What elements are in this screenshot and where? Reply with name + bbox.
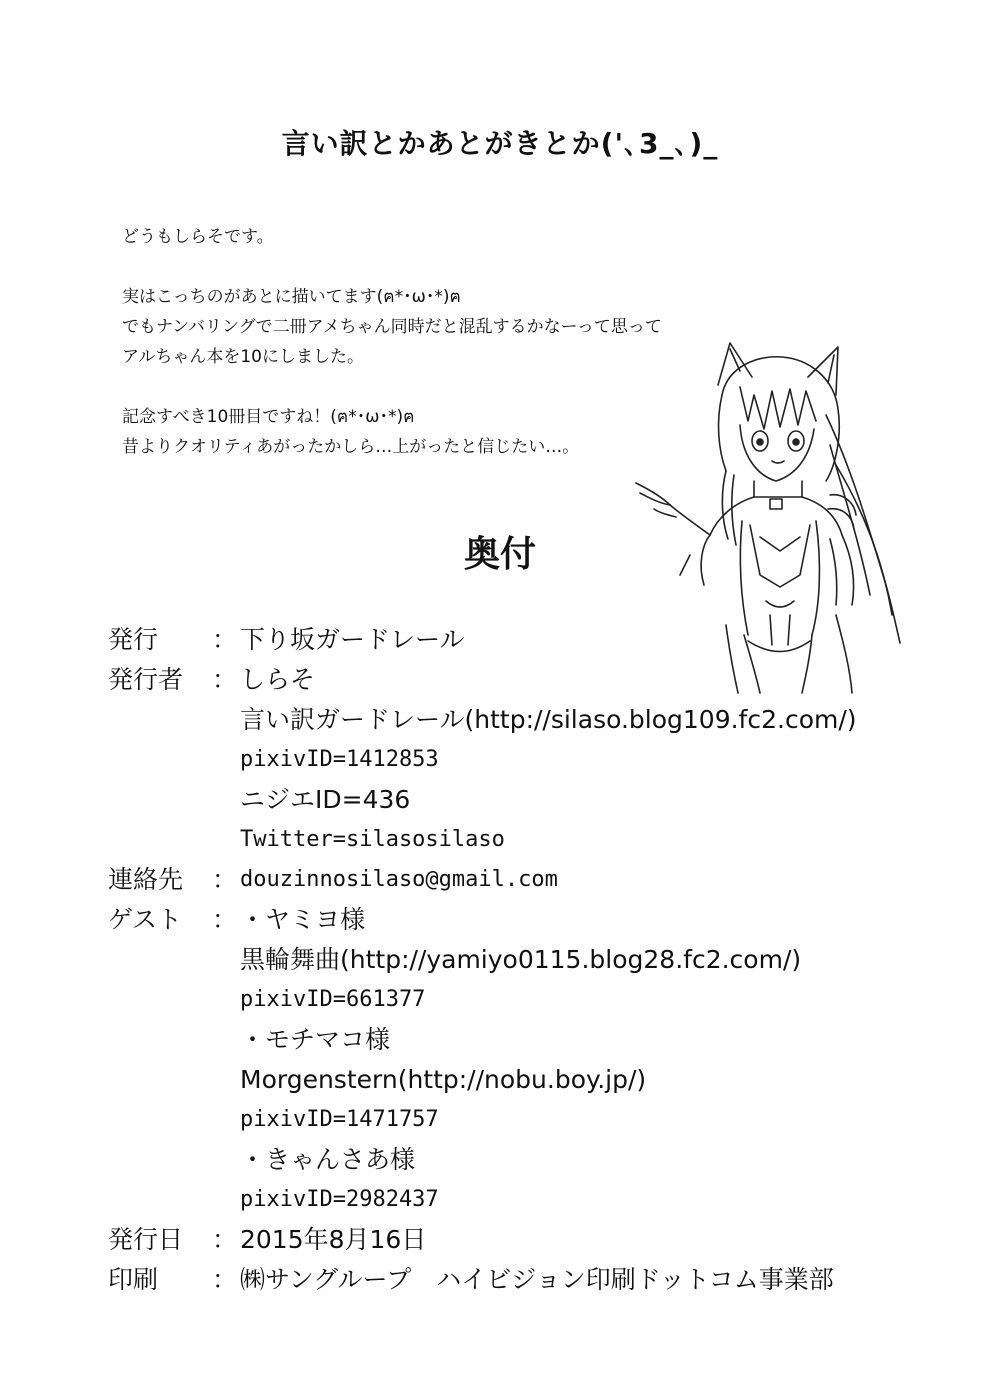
author-twitter-row xyxy=(108,820,968,860)
guest2-site-row xyxy=(108,1060,968,1100)
afterword-line: アルちゃん本を10にしました。 xyxy=(122,347,364,367)
guest1-pixiv: pixivID=661377 xyxy=(240,987,426,1012)
colophon-table xyxy=(108,620,968,1300)
afterword-line: 実はこっちのがあとに描いてます(ฅ*･ω･*)ฅ xyxy=(122,287,461,307)
publish-date: 2015年8月16日 xyxy=(240,1225,427,1254)
date-label: 発行日 xyxy=(108,1225,184,1254)
colophon-title: 奥付 xyxy=(463,534,536,575)
guest1-site-row xyxy=(108,940,968,980)
contact-row xyxy=(108,860,968,900)
author-site: 言い訳ガードレール(http://silaso.blog109.fc2.com/) xyxy=(240,705,857,734)
colon: ： xyxy=(212,1225,238,1254)
guest2-site: Morgenstern(http://nobu.boy.jp/) xyxy=(240,1065,647,1094)
publisher-row xyxy=(108,620,968,660)
guest3-pixiv-row xyxy=(108,1180,968,1220)
colon: ： xyxy=(212,905,238,934)
publisher-label: 発行 xyxy=(108,625,159,654)
guest2-pixiv: pixivID=1471757 xyxy=(240,1107,439,1132)
guest3-name-row xyxy=(108,1140,968,1180)
author-site-row xyxy=(108,700,968,740)
afterword-line: でもナンバリングで二冊アメちゃん同時だと混乱するかなーって思って xyxy=(122,317,662,337)
paragraph-gap xyxy=(122,252,742,282)
author-pixiv-row xyxy=(108,740,968,780)
guest2-name-row xyxy=(108,1020,968,1060)
colon: ： xyxy=(212,665,238,694)
contact-email: douzinnosilaso@gmail.com xyxy=(240,867,558,892)
colon: ： xyxy=(212,625,238,654)
guest3-name: ・きゃんさあ様 xyxy=(240,1145,416,1174)
afterword-line: 昔よりクオリティあがったかしら…上がったと信じたい…。 xyxy=(122,437,580,457)
printer-value: ㈱サングループ ハイビジョン印刷ドットコム事業部 xyxy=(240,1265,834,1294)
afterword-line: どうもしらそです。 xyxy=(122,227,274,247)
guest1-site: 黒輪舞曲(http://yamiyo0115.blog28.fc2.com/) xyxy=(240,945,802,974)
author-twitter: Twitter=silasosilaso xyxy=(240,827,505,852)
guest1-pixiv-row xyxy=(108,980,968,1020)
author-pixiv: pixivID=1412853 xyxy=(240,747,439,772)
contact-label: 連絡先 xyxy=(108,865,184,894)
author-value: しらそ xyxy=(240,665,316,694)
colon: ： xyxy=(212,865,238,894)
colon: ： xyxy=(212,1265,238,1294)
author-nijie: ニジエID=436 xyxy=(240,785,411,814)
author-nijie-row xyxy=(108,780,968,820)
guest3-pixiv: pixivID=2982437 xyxy=(240,1187,439,1212)
afterword-title: 言い訳とかあとがきとか('､3_､)_ xyxy=(281,127,719,160)
guest2-name: ・モチマコ様 xyxy=(240,1025,391,1054)
printer-label: 印刷 xyxy=(108,1265,159,1294)
guest-row xyxy=(108,900,968,940)
publisher-value: 下り坂ガードレール xyxy=(240,625,465,654)
date-row xyxy=(108,1220,968,1260)
printer-row xyxy=(108,1260,968,1300)
guest2-pixiv-row xyxy=(108,1100,968,1140)
author-label: 発行者 xyxy=(108,665,184,694)
afterword-line: 記念すべき10冊目ですね！(ฅ*･ω･*)ฅ xyxy=(122,407,415,427)
author-row xyxy=(108,660,968,700)
guest-label: ゲスト xyxy=(108,905,183,934)
guest1-name: ・ヤミヨ様 xyxy=(240,905,366,934)
